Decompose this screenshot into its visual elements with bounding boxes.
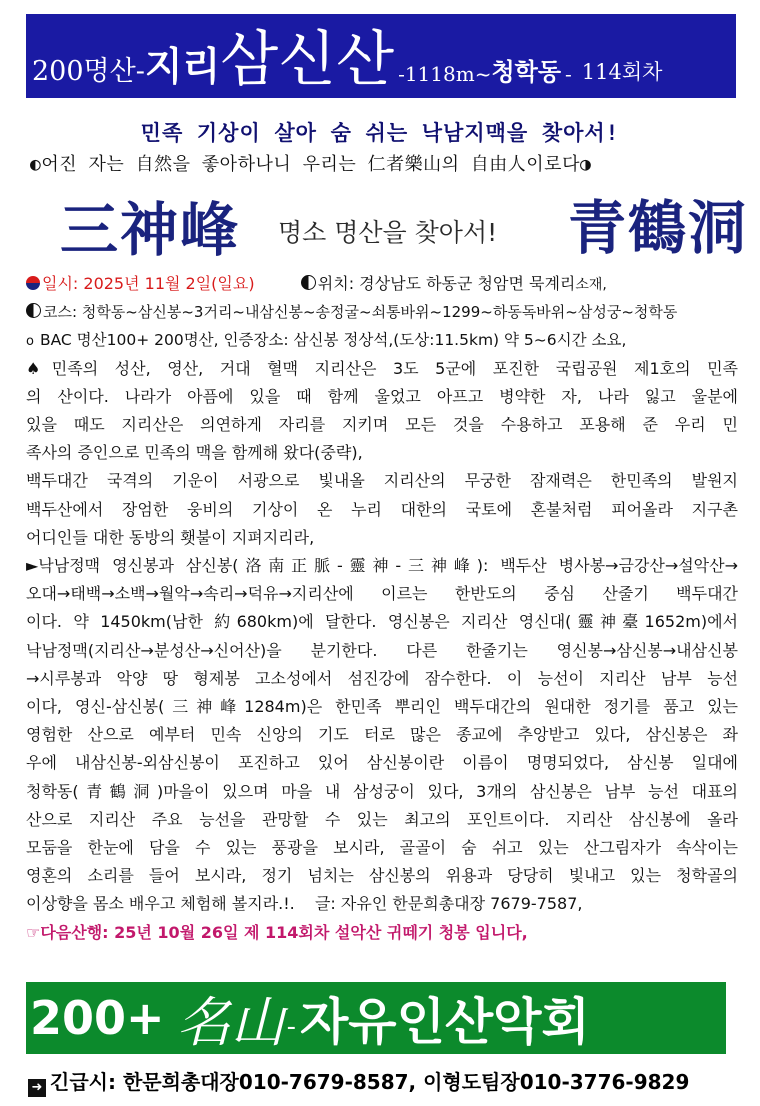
p1-line: 의 산이다. 나라가 아픔에 있을 때 함께 울었고 아프고 병약한 자, 나라 잃고 울분에 <box>26 386 738 406</box>
body-text <box>26 270 738 947</box>
next-hike: ☞다음산행: 25년 10월 26일 제 114회차 설악산 귀떼기 청봉 입니다, <box>26 922 528 942</box>
banner-episode: 114회차 <box>581 60 663 84</box>
banner-dash: - <box>565 62 572 86</box>
footer-num: 200+ <box>30 991 165 1045</box>
footer-banner <box>26 982 726 1054</box>
writer-credit: 글: 자유인 한문희총대장 7679-7587, <box>314 894 583 914</box>
p1-line: 족사의 증인으로 민족의 맥을 함께해 왔다(중략), <box>26 443 363 463</box>
p3-line: 이다, 영신-삼신봉(三神峰1284m)은 한민족 뿌리인 백두대간의 원대한 정기를 품고 있는 <box>26 696 738 716</box>
p3-line: 산으로 지리산 주요 능선을 관망할 수 있는 최고의 포인트이다. 지리산 삼신봉에 올라 <box>26 809 738 829</box>
p3-line: →시루봉과 악양 땅 형제봉 고소성에서 섬진강에 잠수한다. 이 능선이 지리산 남부 능선 <box>26 668 738 688</box>
info-course-value: 청학동~삼신봉~3거리~내삼신봉~송정굴~쇠통바위~1299~하동독바위~삼성궁~청학동 <box>81 303 678 322</box>
p3-line: 낙남정맥(지리산→분성산→신어산)을 분기한다. 다른 한줄기는 영신봉→삼신봉→내삼신봉 <box>26 640 738 660</box>
contact-text: 한문희총대장010-7679-8587, 이형도팀장010-3776-9829 <box>122 1070 690 1094</box>
p3-line: 청학동(青鶴洞)마을이 있으며 마을 내 삼성궁이 있다, 3개의 삼신봉은 남부 능선 대표의 <box>26 781 738 801</box>
half-circle-icon: ◑ <box>579 154 592 175</box>
bac-marker: o <box>26 334 34 350</box>
title-hanja-left: 三神峰 <box>60 196 241 264</box>
p2-line: 어디인들 대한 동방의 횃불이 지펴지리라, <box>26 527 315 547</box>
banner-elevation: -1118m~ <box>398 62 492 86</box>
info-date: 일시: 2025년 11월 2일(일요) <box>42 274 255 293</box>
p3-line: 이다. 약 1450km(남한 約680km)에 달한다. 영신봉은 지리산 영신대(靈神臺1652m)에서 <box>26 612 738 632</box>
arrow-right-icon: ➜ <box>28 1079 46 1097</box>
footer-dash: - <box>286 1012 296 1042</box>
header-banner <box>26 14 736 98</box>
banner-region: 지리 <box>144 45 221 90</box>
p1-line: 있을 때도 지리산은 의연하게 자리를 지키며 모든 것을 수용하고 포용해 준 우리 민 <box>26 414 738 434</box>
closing-text: 이상향을 몸소 배우고 체험해 볼지라.!. <box>26 894 295 914</box>
p1-line: ♠민족의 성산, 영산, 거대 혈맥 지리산은 3도 5군에 포진한 국립공원 제1호의 민족 <box>26 358 738 378</box>
p2-line: 백두대간 국격의 기운이 서광으로 빛내올 지리산의 무궁한 잠재력은 한민족의 발원지 <box>26 471 738 491</box>
title-middle: 명소 명산을 찾아서! <box>278 218 498 247</box>
p2-line: 백두산에서 장엄한 웅비의 기상이 온 누리 대한의 국토에 혼불처럼 피어올라 지구촌 <box>26 499 738 519</box>
info-bac <box>26 326 738 354</box>
yin-yang-icon <box>26 303 41 318</box>
yin-yang-icon <box>301 275 316 290</box>
footer-club-name: 자유인산악회 <box>299 993 590 1051</box>
p3-line: 우에 내삼신봉-외삼신봉이 포진하고 있어 삼신봉이란 이름이 명명되었다, 삼신봉 일대에 <box>26 753 738 773</box>
motto <box>30 150 591 176</box>
banner-dong: 청학동 <box>491 58 562 86</box>
motto-text: 어진 자는 自然을 좋아하나니 우리는 仁者樂山의 自由人이로다 <box>41 154 580 175</box>
footer-hanja: 名山 <box>176 990 285 1054</box>
p3-line: 모둠을 한눈에 담을 수 있는 풍광을 보시라, 골골이 숨 쉬고 있는 산그림자가 속삭이는 <box>26 837 738 857</box>
info-bac-text: BAC 명산100+ 200명산, 인증장소: 삼신봉 정상석,(도상:11.5km) 약 5~6시간 소요, <box>39 331 627 350</box>
info-location: 위치: 경상남도 하동군 청암면 묵계리 <box>317 274 576 293</box>
title-hanja-right: 青鶴洞 <box>568 194 749 262</box>
info-course-label: 코스: <box>43 303 78 322</box>
info-location-suffix: 소재, <box>575 277 607 293</box>
p3-line: 영혼의 소리를 들어 보시라, 정기 넘치는 삼신봉의 위용과 당당히 빛내고 있는 청학골의 <box>26 866 738 886</box>
taegeuk-icon <box>26 276 40 290</box>
info-course <box>26 298 738 326</box>
emergency-contact <box>28 1066 689 1097</box>
title-row <box>60 183 749 264</box>
closing-line <box>26 890 738 918</box>
info-date-location <box>26 270 738 298</box>
contact-label: 긴급시: <box>50 1070 116 1094</box>
p3-line: ►낙남정맥 영신봉과 삼신봉(洛南正脈-靈神-三神峰): 백두산 병사봉→금강산→설악산→ <box>26 555 738 575</box>
banner-mountain: 삼신산 <box>220 25 395 95</box>
banner-series: 200명산- <box>32 56 145 87</box>
half-circle-icon: ◐ <box>30 154 42 175</box>
p3-line: 오대→태백→소백→월악→속리→덕유→지리산에 이르는 한반도의 중심 산줄기 백두대간 <box>26 584 738 604</box>
p3-line: 영험한 산으로 예부터 민속 신앙의 기도 터로 많은 종교에 추앙받고 있다, 삼신봉은 좌 <box>26 725 738 745</box>
tagline: 민족 기상이 살아 숨 쉬는 낙남지맥을 찾아서! <box>140 121 620 145</box>
